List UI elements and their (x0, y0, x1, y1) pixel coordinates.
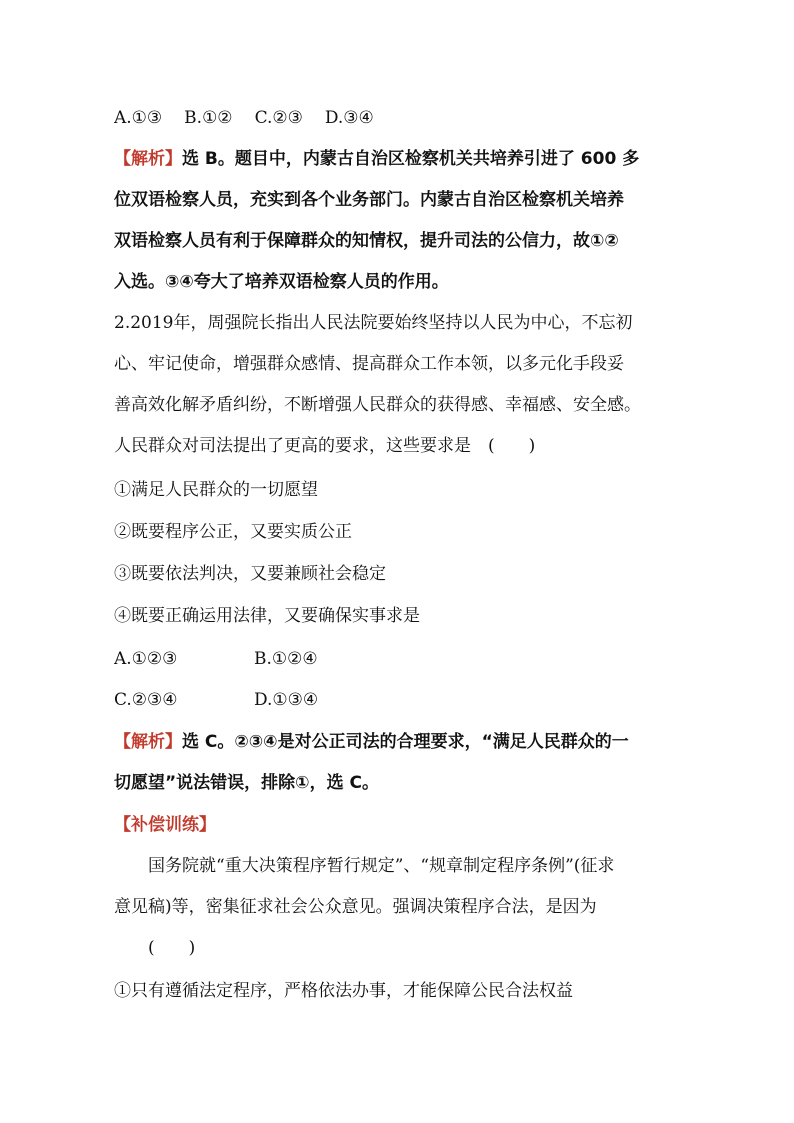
analysis-tag: 【解析】 (114, 149, 182, 169)
analysis-line (114, 146, 680, 172)
statement-item: ④既要正确运用法律，又要确保实事求是 (114, 606, 420, 626)
q1-options (114, 105, 680, 131)
option-b: B.①②④ (254, 649, 318, 669)
analysis-text: 选 C。②③④是对公正司法的合理要求，“满足人民群众的一 (182, 732, 629, 752)
option-d: D.③④ (324, 108, 374, 128)
question-stem-line: 2.2019年，周强院长指出人民法院要始终坚持以人民为中心，不忘初 (114, 313, 633, 333)
q2-options-row-1 (114, 646, 680, 672)
question-stem-line: 善高效化解矛盾纠纷，不断增强人民群众的获得感、幸福感、安全感。 (114, 395, 641, 415)
option-c: C.②③ (254, 108, 303, 128)
analysis-line (114, 729, 680, 755)
statement-item: ②既要程序公正，又要实质公正 (114, 522, 352, 542)
option-b: B.①② (184, 108, 233, 128)
analysis-line: 位双语检察人员，充实到各个业务部门。内蒙古自治区检察机关培养 (114, 190, 624, 210)
answer-bracket: ( ) (148, 938, 196, 958)
question-stem-line: 心、牢记使命，增强群众感情、提高群众工作本领，以多元化手段妥 (114, 354, 624, 374)
statement-item: ①只有遵循法定程序，严格依法办事，才能保障公民合法权益 (114, 981, 573, 1001)
option-d: D.①③④ (254, 690, 319, 710)
analysis-text: 选 B。题目中，内蒙古自治区检察机关共培养引进了 600 多 (182, 149, 640, 169)
analysis-tag: 【解析】 (114, 732, 182, 752)
statement-item: ③既要依法判决，又要兼顾社会稳定 (114, 564, 386, 584)
analysis-line: 切愿望”说法错误，排除①，选 C。 (114, 773, 379, 793)
analysis-line: 双语检察人员有利于保障群众的知情权，提升司法的公信力，故①② (114, 231, 619, 251)
section-heading (114, 812, 680, 838)
practice-tag: 【补偿训练】 (114, 815, 216, 835)
option-a: A.①②③ (114, 649, 178, 669)
practice-stem-line: 国务院就“重大决策程序暂行规定”、“规章制定程序条例”(征求 (148, 856, 615, 876)
q2-options-row-2 (114, 687, 680, 713)
option-c: C.②③④ (114, 690, 178, 710)
analysis-line: 入选。③④夸大了培养双语检察人员的作用。 (114, 272, 449, 292)
question-stem-line: 人民群众对司法提出了更高的要求，这些要求是 ( ) (114, 436, 536, 456)
statement-item: ①满足人民群众的一切愿望 (114, 480, 318, 500)
option-a: A.①③ (114, 108, 163, 128)
practice-stem-line: 意见稿)等，密集征求社会公众意见。强调决策程序合法，是因为 (114, 897, 597, 917)
